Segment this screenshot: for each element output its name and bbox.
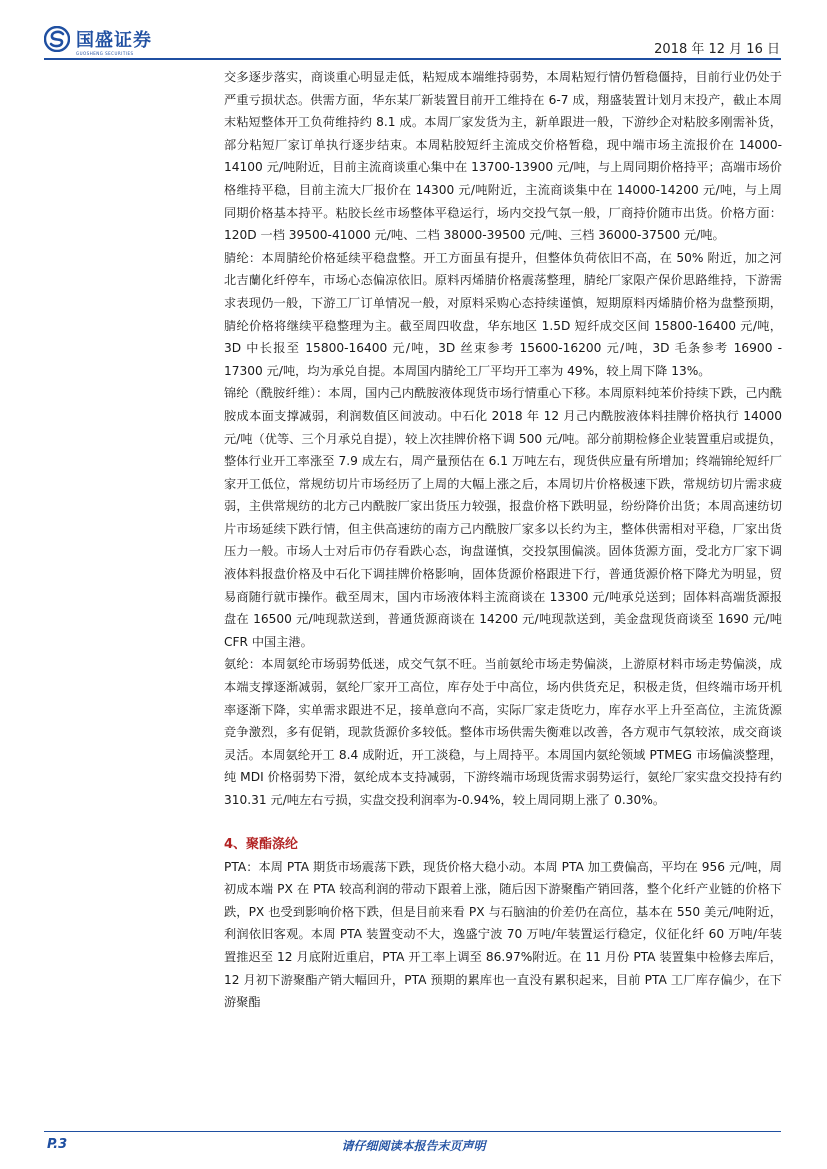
report-body [224, 66, 782, 1014]
section-title: 聚酯涤纶 [246, 836, 299, 852]
paragraph-pta: PTA：本周 PTA 期货市场震荡下跌，现货价格大稳小动。本周 PTA 加工费偏高，平均在 956 元/吨，周初成本端 PX 在 PTA 较高利润的带动下跟着上涨，随后因下游聚酯产销回落，整个化纤产业链的价格下跌，PX 也受到影响价格下跌，但是目前来看 PX 与石脑油的价差仍在高位，基本在 550 美元/吨附近，利润依旧客观。本周 PTA 装置变动不大，逸盛宁波 70 万吨/年装置运行稳定，仪征化纤 60 万吨/年装置推迟至 12 月底附近重启，PTA 开工率上调至 86.97%附近。在 11 月份 PTA 装置集中检修去库后，12 月初下游聚酯产销大幅回升，PTA 预期的累库也一直没有累积起来，目前 PTA 工厂库存偏少，在下游聚酯 [224, 859, 782, 1010]
brand-subtitle: GUOSHENG SECURITIES [76, 51, 134, 56]
report-date: 2018 年 12 月 16 日 [654, 42, 780, 57]
brand-name: 国盛证券 [76, 30, 152, 51]
guosheng-logo-icon [44, 26, 70, 52]
paragraph-nylon: 锦纶（酰胺纤维）：本周，国内己内酰胺液体现货市场行情重心下移。本周原料纯苯价持续下跌，己内酰胺成本面支撑减弱，利润数值区间波动。中石化 2018 年 12 月己内酰胺液体料挂牌价格执行 14000 元/吨（优等、三个月承兑自提），较上次挂牌价格下调 500 元/吨。部分前期检修企业装置重启或提负，整体行业开工率涨至 7.9 成左右，周产量预估在 6.1 万吨左右，现货供应量有所增加；终端锦纶短纤厂家开工低位，常规纺切片市场经历了上周的大幅上涨之后，本周切片价格极速下跌，常规纺切片需求疲弱，主供常规纺的北方己内酰胺厂家出货压力较强，报盘价格下跌明显，纷纷降价出货；本周高速纺切片市场延续下跌行情，但主供高速纺的南方己内酰胺厂家多以长约为主，整体供需相对平稳，厂家出货压力一般。市场人士对后市仍存看跌心态，询盘谨慎，交投氛围偏淡。固体货源方面，受北方厂家下调液体料报盘价格及中石化下调挂牌价格影响，固体货源价格跟进下行，普通货源价格下降尤为明显，贸易商随行就市操作。截至周末，国内市场液体料主流商谈在 13300 元/吨承兑送到；固体料高端货源报盘在 16500 元/吨现款送到，普通货源商谈在 14200 元/吨现款送到，美金盘现货商谈至 1690 元/吨 CFR 中国主港。 [224, 386, 782, 649]
section-heading [224, 834, 782, 856]
page-number: P.3 [47, 1137, 68, 1152]
section-number: 4、 [224, 836, 247, 852]
header-divider [44, 58, 781, 60]
brand-logo [44, 26, 152, 52]
disclaimer-note: 请仔细阅读本报告末页声明 [341, 1139, 486, 1153]
paragraph-acrylic: 腈纶：本周腈纶价格延续平稳盘整。开工方面虽有提升，但整体负荷依旧不高，在 50% 附近，加之河北吉蘭化纤停车，市场心态偏凉依旧。原料丙烯腈价格震荡整理，腈纶厂家限产保价思路维持，下游需求表现仍一般，下游工厂订单情况一般，对原料采购心态持续谨慎，短期原料丙烯腈价格为盘整预期，腈纶价格将继续平稳整理为主。截至周四收盘，华东地区 1.5D 短纤成交区间 15800-16400 元/吨，3D 中长报至 15800-16400 元/吨，3D 丝束参考 15600-16200 元/吨，3D 毛条参考 16900 - 17300 元/吨，均为承兑自提。本周国内腈纶工厂平均开工率为 49%，较上周下降 13%。 [224, 250, 782, 378]
footer-divider [44, 1131, 781, 1132]
paragraph-viscose: 交多逐步落实，商谈重心明显走低，粘短成本端维持弱势，本周粘短行情仍暂稳僵持，目前行业仍处于严重亏损状态。供需方面，华东某厂新装置目前开工维持在 6-7 成，翔盛装置计划月末投产，截止本周末粘短整体开工负荷维持约 8.1 成。本周厂家发货为主，新单跟进一般，下游纱企对粘胶多刚需补货，部分粘短厂家订单执行逐步结束。本周粘胶短纤主流成交价格暂稳，现中端市场主流报价在 14000-14100 元/吨附近，目前主流商谈重心集中在 13700-13900 元/吨，与上周同期价格持平；高端市场价格维持平稳，目前主流大厂报价在 14300 元/吨附近，主流商谈集中在 14000-14200 元/吨，与上周同期价格基本持平。粘胶长丝市场整体平稳运行，场内交投气氛一般，厂商持价随市出货。价格方面：120D 一档 39500-41000 元/吨、二档 38000-39500 元/吨、三档 36000-37500 元/吨。 [224, 70, 782, 243]
page-header [0, 0, 827, 62]
paragraph-spandex: 氨纶：本周氨纶市场弱势低迷，成交气氛不旺。当前氨纶市场走势偏淡，上游原材料市场走势偏淡，成本端支撑逐渐减弱，氨纶厂家开工高位，库存处于中高位，场内供货充足，积极走货，但终端市场开机率逐渐下降，实单需求跟进不足，接单意向不高，实际厂家走货吃力，库存水平上升至高位，主流货源竞争激烈，多有促销，现款货源价多较低。整体市场供需失衡难以改善，各方观市气氛较浓，成交商谈灵活。本周氨纶开工 8.4 成附近，开工淡稳，与上周持平。本周国内氨纶领域 PTMEG 市场偏淡整理，纯 MDI 价格弱势下滑，氨纶成本支持减弱，下游终端市场现货需求弱势运行，氨纶厂家实盘交投持有约 310.31 元/吨左右亏损，实盘交投利润率为-0.94%，较上周同期上涨了 0.30%。 [224, 657, 782, 807]
